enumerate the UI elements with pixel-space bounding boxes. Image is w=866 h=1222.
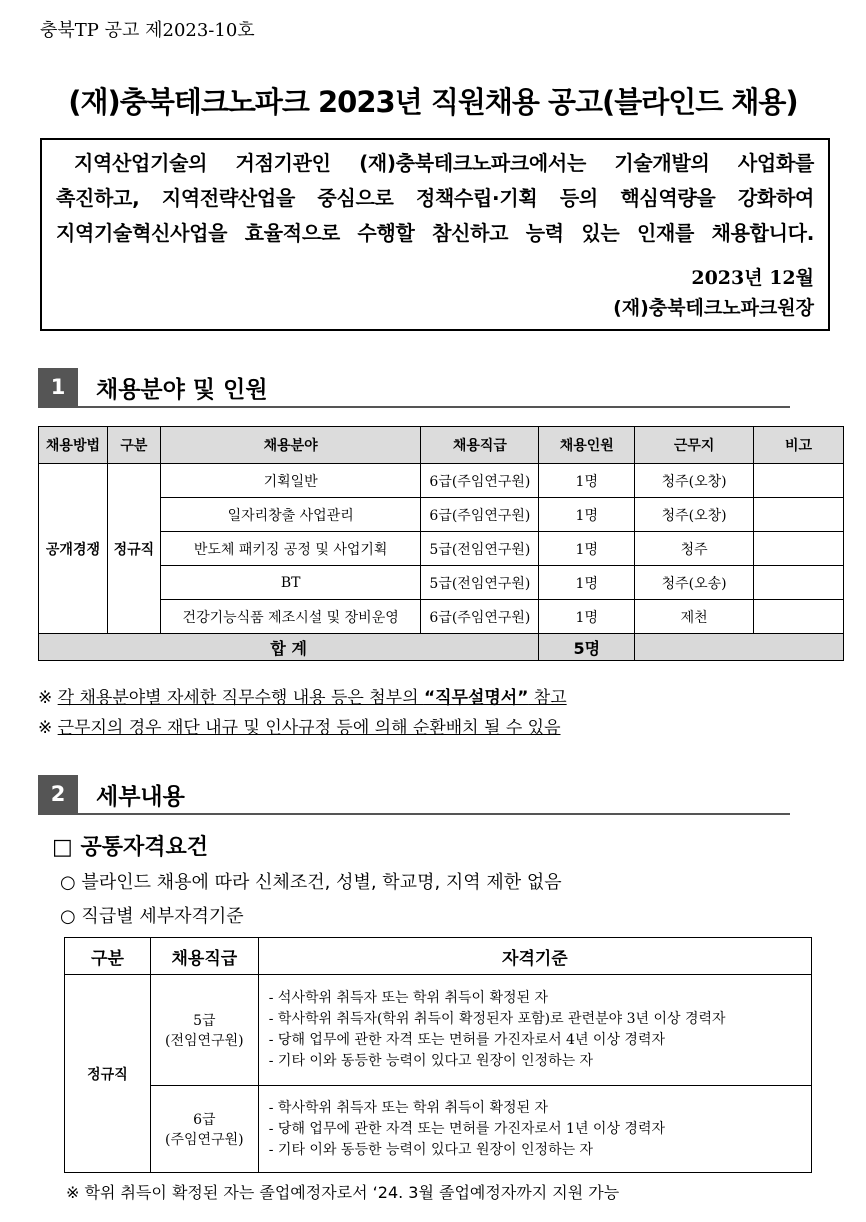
field-cell: BT bbox=[160, 566, 421, 600]
common-bullet-1: ○ 블라인드 채용에 따라 신체조건, 성별, 학교명, 지역 제한 없음 bbox=[60, 872, 562, 893]
total-count: 5명 bbox=[539, 634, 635, 661]
intro-text bbox=[56, 146, 814, 251]
note-2-text: 근무지의 경우 재단 내규 및 인사규정 등에 의해 순환배치 될 수 있음 bbox=[57, 718, 561, 738]
remarks-cell bbox=[754, 464, 844, 498]
location-cell: 청주(오창) bbox=[635, 464, 754, 498]
intro-line: 지역산업기술의 거점기관인 (재)충북테크노파크에서는 기술개발의 사업화를 bbox=[74, 151, 814, 175]
table-row bbox=[65, 1086, 812, 1173]
intro-line: 촉진하고, 지역전략산업을 중심으로 정책수립·기획 등의 핵심역량을 강화하여 bbox=[56, 186, 814, 210]
table-row bbox=[39, 464, 844, 498]
note-2 bbox=[38, 713, 561, 738]
criteria-line: - 당해 업무에 관한 자격 또는 면허를 가진자로서 1년 이상 경력자 bbox=[268, 1120, 665, 1137]
qual-criteria-cell bbox=[258, 1086, 811, 1173]
notice-number: 충북TP 공고 제2023-10호 bbox=[40, 20, 255, 41]
qual-grade: 6급 bbox=[193, 1112, 216, 1128]
note-1-text-c: 참고 bbox=[528, 688, 567, 708]
page-title: (재)충북테크노파크 2023년 직원채용 공고(블라인드 채용) bbox=[68, 85, 798, 119]
grade-cell: 5급(전임연구원) bbox=[421, 566, 539, 600]
section-1-header bbox=[38, 368, 790, 408]
location-cell: 청주(오창) bbox=[635, 498, 754, 532]
criteria-line: - 기타 이와 동등한 능력이 있다고 원장이 인정하는 자 bbox=[268, 1053, 594, 1069]
intro-org: (재)충북테크노파크원장 bbox=[613, 297, 814, 319]
qual-criteria-cell bbox=[258, 975, 811, 1086]
remarks-cell bbox=[754, 498, 844, 532]
grade-cell: 6급(주임연구원) bbox=[421, 600, 539, 634]
intro-line: 지역기술혁신사업을 효율적으로 수행할 참신하고 능력 있는 인재를 채용합니다. bbox=[56, 221, 814, 245]
section-2-header bbox=[38, 775, 790, 815]
note-1-body bbox=[58, 688, 567, 708]
col-header-remarks: 비고 bbox=[754, 427, 844, 464]
qual-grade-title: (주임연구원) bbox=[165, 1132, 244, 1148]
field-cell: 반도체 패키징 공정 및 사업기획 bbox=[160, 532, 421, 566]
criteria-line: - 석사학위 취득자 또는 학위 취득이 확정된 자 bbox=[268, 990, 549, 1006]
count-cell: 1명 bbox=[539, 600, 635, 634]
qual-grade-title: (전임연구원) bbox=[165, 1033, 244, 1049]
qual-grade-cell bbox=[150, 975, 258, 1086]
common-requirements-heading: □ 공통자격요건 bbox=[52, 835, 208, 860]
remarks-cell bbox=[754, 532, 844, 566]
grade-cell: 5급(전임연구원) bbox=[421, 532, 539, 566]
field-cell: 기획일반 bbox=[160, 464, 421, 498]
table-row bbox=[65, 975, 812, 1086]
grade-cell: 6급(주임연구원) bbox=[421, 464, 539, 498]
grade-cell: 6급(주임연구원) bbox=[421, 498, 539, 532]
field-cell: 일자리창출 사업관리 bbox=[160, 498, 421, 532]
location-cell: 청주 bbox=[635, 532, 754, 566]
count-cell: 1명 bbox=[539, 566, 635, 600]
qual-table-header bbox=[65, 938, 812, 975]
criteria-line: - 학사학위 취득자 또는 학위 취득이 확정된 자 bbox=[268, 1099, 549, 1116]
col-header-method: 채용방법 bbox=[39, 427, 108, 464]
intro-box bbox=[40, 138, 830, 331]
col-header-field: 채용분야 bbox=[160, 427, 421, 464]
note-1 bbox=[38, 683, 567, 708]
qualification-table bbox=[64, 937, 812, 1173]
field-cell: 건강기능식품 제조시설 및 장비운영 bbox=[160, 600, 421, 634]
total-empty bbox=[635, 634, 844, 661]
footnote: ※ 학위 취득이 확정된 자는 졸업예정자로서 ‘24. 3월 졸업예정자까지 지원 가능 bbox=[66, 1183, 620, 1202]
location-cell: 제천 bbox=[635, 600, 754, 634]
col-header-count: 채용인원 bbox=[539, 427, 635, 464]
qual-grade: 5급 bbox=[193, 1013, 216, 1029]
total-row bbox=[39, 634, 844, 661]
col-header-grade: 채용직급 bbox=[421, 427, 539, 464]
section-2-number: 2 bbox=[38, 775, 78, 813]
total-label: 합 계 bbox=[39, 634, 539, 661]
remarks-cell bbox=[754, 566, 844, 600]
recruit-table bbox=[38, 426, 844, 661]
count-cell: 1명 bbox=[539, 498, 635, 532]
count-cell: 1명 bbox=[539, 464, 635, 498]
type-cell: 정규직 bbox=[107, 464, 160, 634]
common-bullet-2: ○ 직급별 세부자격기준 bbox=[60, 906, 244, 927]
recruit-table-header bbox=[39, 427, 844, 464]
criteria-line: - 학사학위 취득자(학위 취득이 확정된자 포함)로 관련분야 3년 이상 경력자 bbox=[268, 1011, 726, 1027]
criteria-line: - 기타 이와 동등한 능력이 있다고 원장이 인정하는 자 bbox=[268, 1141, 594, 1158]
qual-grade-cell bbox=[150, 1086, 258, 1173]
qual-header-grade: 채용직급 bbox=[150, 938, 258, 975]
criteria-line: - 당해 업무에 관한 자격 또는 면허를 가진자로서 4년 이상 경력자 bbox=[268, 1032, 665, 1048]
col-header-location: 근무지 bbox=[635, 427, 754, 464]
intro-date: 2023년 12월 bbox=[691, 267, 814, 289]
method-cell: 공개경쟁 bbox=[39, 464, 108, 634]
note-1-text-a: 각 채용분야별 자세한 직무수행 내용 등은 첨부의 bbox=[57, 688, 424, 708]
location-cell: 청주(오송) bbox=[635, 566, 754, 600]
qual-header-type: 구분 bbox=[65, 938, 151, 975]
section-1-number: 1 bbox=[38, 368, 78, 406]
section-1-title: 채용분야 및 인원 bbox=[96, 377, 268, 403]
note-2-prefix: ※ bbox=[38, 718, 58, 738]
note-1-job-description: “직무설명서” bbox=[423, 688, 529, 708]
note-1-prefix: ※ bbox=[38, 688, 58, 708]
section-2-title: 세부내용 bbox=[96, 784, 185, 810]
count-cell: 1명 bbox=[539, 532, 635, 566]
qual-type-cell: 정규직 bbox=[65, 975, 151, 1173]
qual-header-criteria: 자격기준 bbox=[258, 938, 811, 975]
col-header-type: 구분 bbox=[107, 427, 160, 464]
remarks-cell bbox=[754, 600, 844, 634]
